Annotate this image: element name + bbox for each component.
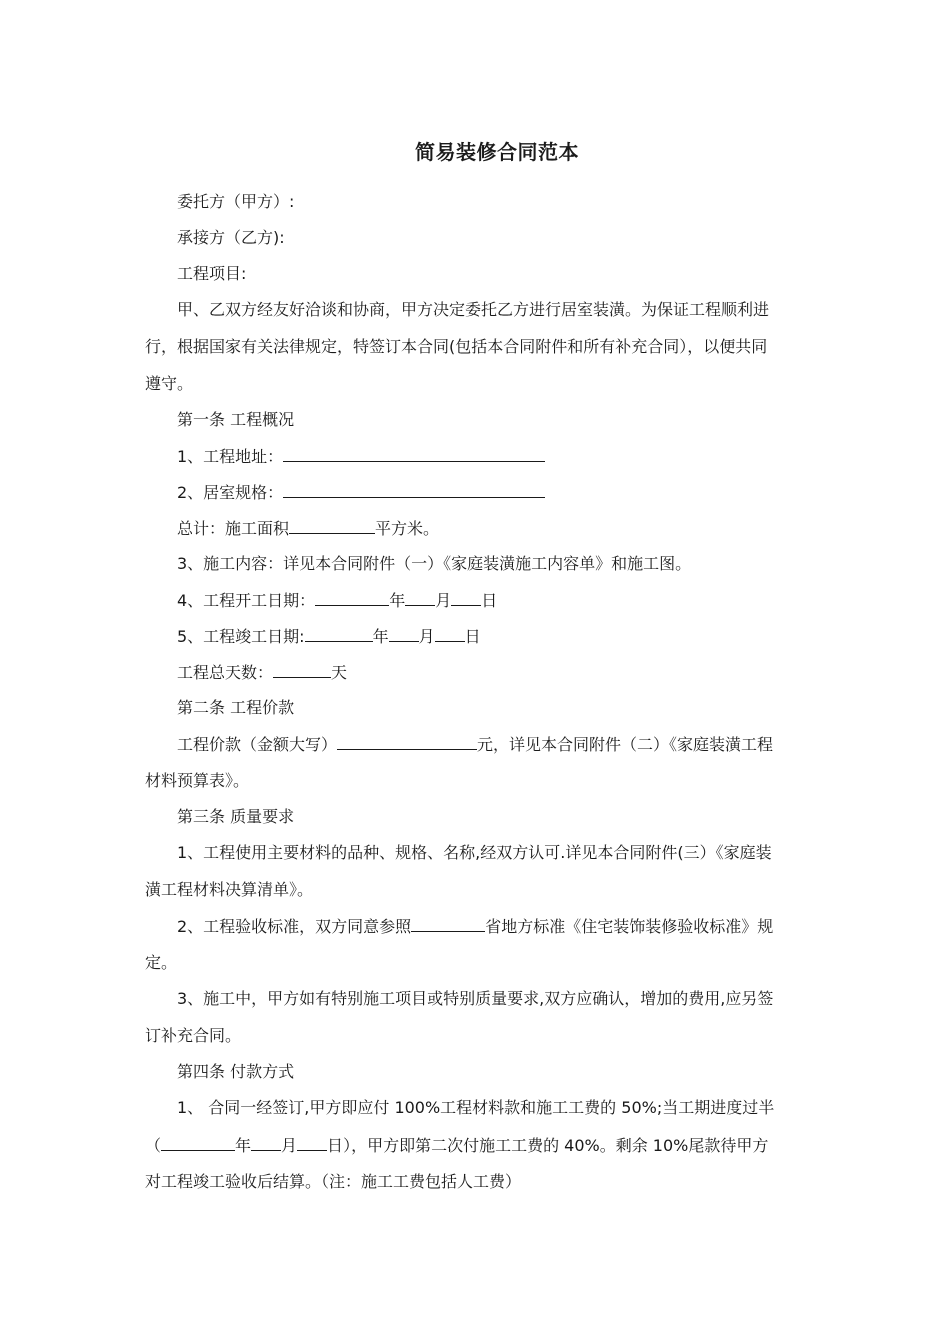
quality-item1-line2: 潢工程材料决算清单》。: [145, 880, 314, 899]
contractor-line: 承接方（乙方):: [177, 228, 285, 247]
end-month-blank: [389, 625, 419, 642]
end-day-unit: 日: [464, 627, 481, 646]
end-day-blank: [435, 625, 465, 642]
payment-month-unit: 月: [281, 1136, 298, 1155]
total-days-blank: [273, 661, 331, 678]
area-blank: [289, 517, 375, 534]
total-days-label: 工程总天数：: [177, 663, 274, 682]
end-date-line: [177, 625, 481, 648]
total-days-unit: 天: [331, 663, 348, 682]
quality-item3-line1: 3、施工中，甲方如有特别施工项目或特别质量要求,双方应确认，增加的费用,应另签: [177, 989, 774, 1008]
start-year-blank: [315, 589, 389, 606]
start-date-line: [177, 589, 497, 612]
start-month-unit: 月: [435, 591, 452, 610]
payment-day-unit: 日: [327, 1136, 344, 1155]
address-line: [177, 445, 545, 468]
spec-blank: [283, 481, 545, 498]
payment-year-blank: [161, 1134, 235, 1151]
payment-item1-line1: 1、 合同一经签订,甲方即应付 100%工程材料款和施工工费的 50%;当工期进度过半: [177, 1098, 775, 1117]
payment-item1-line2: [145, 1134, 768, 1157]
article1-heading: 第一条 工程概况: [177, 410, 295, 429]
end-year-blank: [305, 625, 373, 642]
area-suffix: 平方米。: [375, 519, 440, 538]
end-year-unit: 年: [372, 627, 389, 646]
area-line: [177, 517, 439, 540]
article2-heading: 第二条 工程价款: [177, 698, 295, 717]
payment-month-blank: [251, 1134, 281, 1151]
area-prefix: 总计：施工面积: [177, 519, 290, 538]
price-prefix: 工程价款（金额大写）: [177, 735, 338, 754]
payment-day-blank: [297, 1134, 327, 1151]
quality-item1-line1: 1、工程使用主要材料的品种、规格、名称,经双方认可.详见本合同附件(三）《家庭装: [177, 843, 772, 862]
payment-item1-line3: 对工程竣工验收后结算。（注：施工工费包括人工费）: [145, 1172, 522, 1191]
end-date-label: 5、工程竣工日期:: [177, 627, 305, 646]
start-month-blank: [405, 589, 435, 606]
province-blank: [411, 915, 485, 932]
article3-heading: 第三条 质量要求: [177, 807, 295, 826]
quality-item2-prefix: 2、工程验收标准，双方同意参照: [177, 917, 412, 936]
quality-item2-suffix: 省地方标准《住宅装饰装修验收标准》规: [485, 917, 774, 936]
payment-open-paren: （: [145, 1136, 162, 1155]
start-year-unit: 年: [389, 591, 406, 610]
content-line: 3、施工内容：详见本合同附件（一）《家庭装潢施工内容单》和施工图。: [177, 554, 692, 573]
start-day-blank: [451, 589, 481, 606]
project-line: 工程项目:: [177, 264, 247, 283]
quality-item2-line1: [177, 915, 773, 938]
spec-label: 2、居室规格：: [177, 483, 284, 502]
quality-item2-line2: 定。: [145, 953, 178, 972]
payment-close-text: ），甲方即第二次付施工工费的 40%。剩余 10%尾款待甲方: [343, 1136, 769, 1155]
address-label: 1、工程地址：: [177, 447, 284, 466]
payment-year-unit: 年: [235, 1136, 252, 1155]
start-day-unit: 日: [481, 591, 498, 610]
intro-line-1: 甲、乙双方经友好洽谈和协商，甲方决定委托乙方进行居室装潢。为保证工程顺利进: [177, 300, 770, 319]
client-line: 委托方（甲方）:: [177, 192, 295, 211]
end-month-unit: 月: [418, 627, 435, 646]
quality-item3-line2: 订补充合同。: [145, 1026, 242, 1045]
price-blank: [337, 733, 477, 750]
start-date-label: 4、工程开工日期：: [177, 591, 316, 610]
price-line-1: [177, 733, 773, 756]
intro-line-2: 行，根据国家有关法律规定，特签订本合同(包括本合同附件和所有补充合同），以便共同: [145, 337, 768, 356]
total-days-line: [177, 661, 347, 684]
article4-heading: 第四条 付款方式: [177, 1062, 295, 1081]
document-title: 简易装修合同范本: [415, 140, 579, 164]
price-line-2: 材料预算表》。: [145, 771, 250, 790]
spec-line: [177, 481, 545, 504]
address-blank: [283, 445, 545, 462]
price-suffix: 元，详见本合同附件（二）《家庭装潢工程: [477, 735, 774, 754]
intro-line-3: 遵守。: [145, 374, 194, 393]
